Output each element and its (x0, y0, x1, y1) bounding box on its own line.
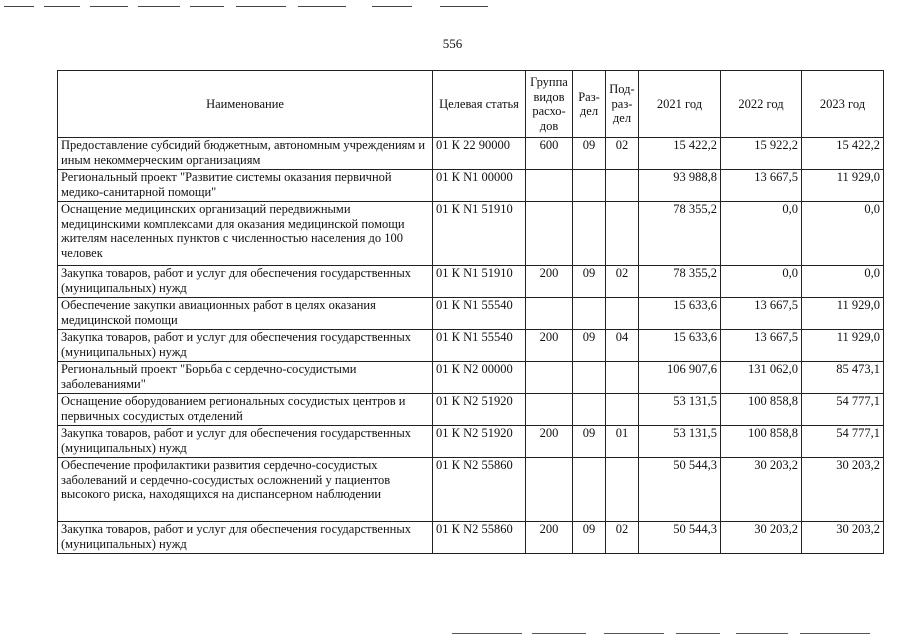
row-2022: 100 858,8 (721, 426, 802, 458)
row-subsection (606, 362, 639, 394)
row-2021: 50 544,3 (639, 458, 721, 522)
row-code: 01 К 22 90000 (433, 138, 526, 170)
row-group (526, 362, 573, 394)
row-2021: 50 544,3 (639, 522, 721, 554)
row-2021: 78 355,2 (639, 266, 721, 298)
row-name: Региональный проект "Развитие системы оказания первичной медико-санитарной помощи" (58, 170, 433, 202)
row-2023: 30 203,2 (802, 458, 884, 522)
header-section: Раз-дел (573, 71, 606, 138)
row-subsection: 02 (606, 266, 639, 298)
row-subsection (606, 458, 639, 522)
row-2023: 15 422,2 (802, 138, 884, 170)
budget-table (57, 70, 884, 554)
row-2023: 85 473,1 (802, 362, 884, 394)
row-group: 200 (526, 522, 573, 554)
row-subsection (606, 202, 639, 266)
row-group: 200 (526, 426, 573, 458)
row-section: 09 (573, 138, 606, 170)
row-2021: 53 131,5 (639, 426, 721, 458)
row-group (526, 202, 573, 266)
row-2022: 15 922,2 (721, 138, 802, 170)
row-2023: 30 203,2 (802, 522, 884, 554)
row-subsection: 01 (606, 426, 639, 458)
row-code: 01 К N1 55540 (433, 330, 526, 362)
row-2021: 78 355,2 (639, 202, 721, 266)
header-2021: 2021 год (639, 71, 721, 138)
row-2022: 13 667,5 (721, 170, 802, 202)
row-section (573, 298, 606, 330)
table-row (58, 138, 884, 170)
bottom-scan-rules (0, 632, 905, 636)
row-code: 01 К N1 51910 (433, 202, 526, 266)
row-2023: 11 929,0 (802, 330, 884, 362)
row-subsection (606, 394, 639, 426)
row-group: 600 (526, 138, 573, 170)
table-row (58, 202, 884, 266)
row-2021: 15 633,6 (639, 330, 721, 362)
row-section: 09 (573, 522, 606, 554)
table-row (58, 522, 884, 554)
row-name: Закупка товаров, работ и услуг для обеспечения государственных (муниципальных) нужд (58, 426, 433, 458)
row-code: 01 К N2 51920 (433, 426, 526, 458)
row-2023: 11 929,0 (802, 170, 884, 202)
header-2022: 2022 год (721, 71, 802, 138)
row-group (526, 298, 573, 330)
row-name: Закупка товаров, работ и услуг для обеспечения государственных (муниципальных) нужд (58, 330, 433, 362)
header-name: Наименование (58, 71, 433, 138)
row-2022: 100 858,8 (721, 394, 802, 426)
row-section: 09 (573, 426, 606, 458)
row-name: Обеспечение профилактики развития сердечно-сосудистых заболеваний и сердечно-сосудистых осложнений у пациентов высокого риска, находящихся на диспансерном наблюдении (58, 458, 433, 522)
row-group (526, 170, 573, 202)
row-code: 01 К N2 51920 (433, 394, 526, 426)
row-name: Региональный проект "Борьба с сердечно-сосудистыми заболеваниями" (58, 362, 433, 394)
row-2022: 0,0 (721, 266, 802, 298)
table-row (58, 394, 884, 426)
row-group: 200 (526, 330, 573, 362)
row-code: 01 К N1 51910 (433, 266, 526, 298)
row-name: Оснащение оборудованием региональных сосудистых центров и первичных сосудистых отделений (58, 394, 433, 426)
row-2022: 131 062,0 (721, 362, 802, 394)
table-header-row (58, 71, 884, 138)
row-name: Закупка товаров, работ и услуг для обеспечения государственных (муниципальных) нужд (58, 522, 433, 554)
row-2021: 106 907,6 (639, 362, 721, 394)
row-code: 01 К N1 55540 (433, 298, 526, 330)
row-subsection (606, 170, 639, 202)
row-2023: 0,0 (802, 266, 884, 298)
row-section: 09 (573, 330, 606, 362)
row-2021: 15 633,6 (639, 298, 721, 330)
row-section (573, 362, 606, 394)
table-row (58, 298, 884, 330)
table-row (58, 362, 884, 394)
page-number: 556 (442, 36, 463, 51)
top-scan-rules (0, 4, 905, 8)
row-2022: 30 203,2 (721, 458, 802, 522)
header-subsection: Под-раз-дел (606, 71, 639, 138)
row-2021: 93 988,8 (639, 170, 721, 202)
header-target-article: Целевая статья (433, 71, 526, 138)
row-code: 01 К N2 00000 (433, 362, 526, 394)
row-section (573, 458, 606, 522)
row-group (526, 394, 573, 426)
row-2021: 15 422,2 (639, 138, 721, 170)
row-subsection: 02 (606, 138, 639, 170)
row-group (526, 458, 573, 522)
table-row (58, 458, 884, 522)
row-code: 01 К N2 55860 (433, 522, 526, 554)
row-section: 09 (573, 266, 606, 298)
table-row (58, 330, 884, 362)
row-2023: 11 929,0 (802, 298, 884, 330)
table-row (58, 266, 884, 298)
row-2022: 30 203,2 (721, 522, 802, 554)
row-code: 01 К N1 00000 (433, 170, 526, 202)
row-name: Закупка товаров, работ и услуг для обеспечения государственных (муниципальных) нужд (58, 266, 433, 298)
row-section (573, 170, 606, 202)
header-expense-group: Группа видов расхо-дов (526, 71, 573, 138)
row-code: 01 К N2 55860 (433, 458, 526, 522)
row-name: Обеспечение закупки авиационных работ в целях оказания медицинской помощи (58, 298, 433, 330)
row-group: 200 (526, 266, 573, 298)
row-2022: 0,0 (721, 202, 802, 266)
row-2022: 13 667,5 (721, 298, 802, 330)
row-section (573, 394, 606, 426)
row-2023: 54 777,1 (802, 394, 884, 426)
row-name: Оснащение медицинских организаций передвижными медицинскими комплексами для оказания медицинской помощи жителям населенных пунктов с численностью населения до 100 человек (58, 202, 433, 266)
row-subsection: 02 (606, 522, 639, 554)
row-2023: 54 777,1 (802, 426, 884, 458)
row-subsection (606, 298, 639, 330)
row-2021: 53 131,5 (639, 394, 721, 426)
row-section (573, 202, 606, 266)
row-2023: 0,0 (802, 202, 884, 266)
header-2023: 2023 год (802, 71, 884, 138)
table-row (58, 170, 884, 202)
row-name: Предоставление субсидий бюджетным, автономным учреждениям и иным некоммерческим организациям (58, 138, 433, 170)
row-subsection: 04 (606, 330, 639, 362)
row-2022: 13 667,5 (721, 330, 802, 362)
table-row (58, 426, 884, 458)
